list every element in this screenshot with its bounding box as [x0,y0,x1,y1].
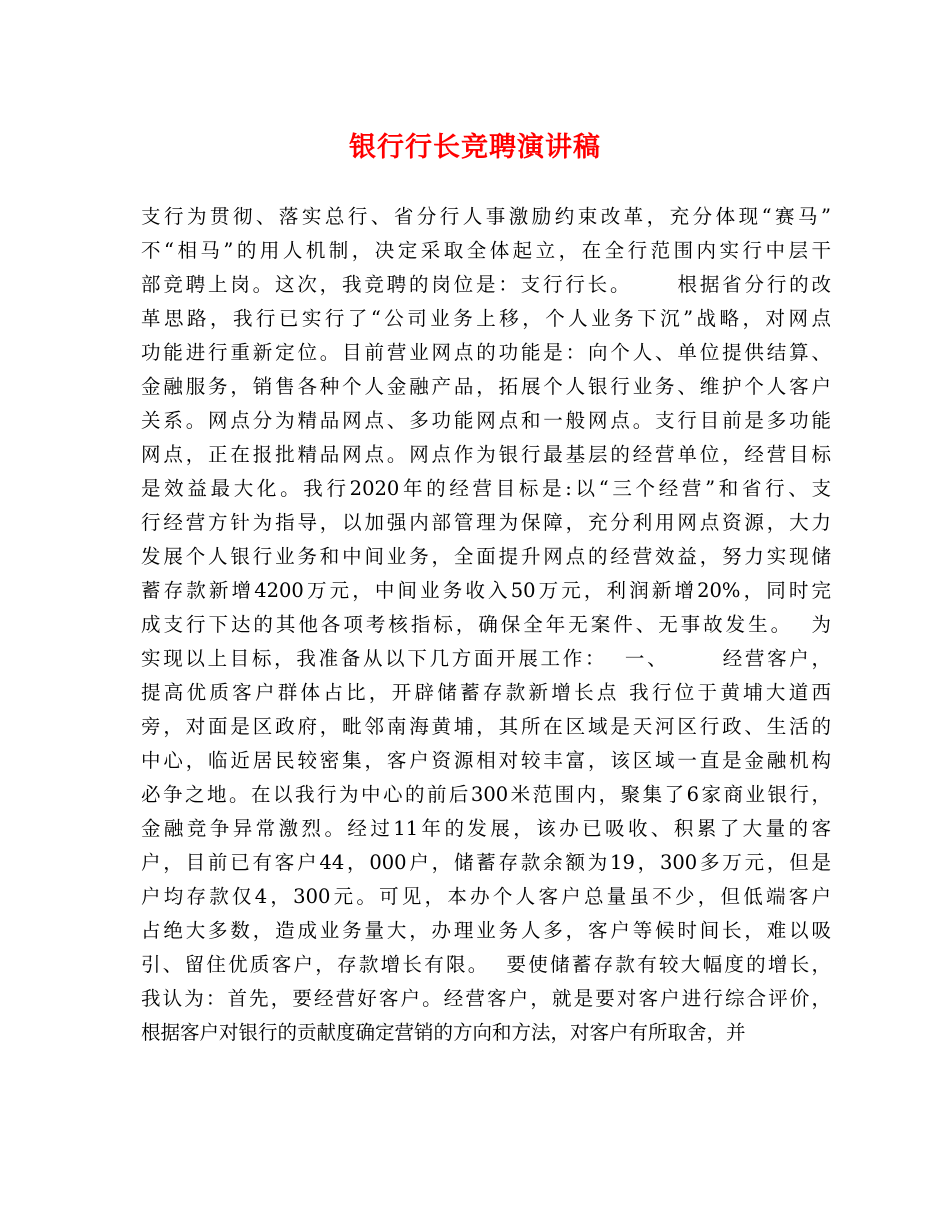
body-line: 户，目前已有客户44，000户，储蓄存款余额为19，300多万元，但是 [141,851,831,874]
body-line: 是效益最大化。我行2020年的经营目标是:以“三个经营”和省行、支 [141,477,831,500]
body-line: 金融竞争异常激烈。经过11年的发展，该办已吸收、积累了大量的客 [141,817,831,840]
body-line: 必争之地。在以我行为中心的前后300米范围内，聚集了6家商业银行， [141,783,831,806]
body-line: 行经营方针为指导，以加强内部管理为保障，充分利用网点资源，大力 [141,511,831,534]
body-line: 引、留住优质客户，存款增长有限。 要使储蓄存款有较大幅度的增长， [141,953,831,976]
body-line: 革思路，我行已实行了“公司业务上移，个人业务下沉”战略，对网点 [141,307,831,330]
body-line: 关系。网点分为精品网点、多功能网点和一般网点。支行目前是多功能 [141,409,831,432]
body-line: 占绝大多数，造成业务量大，办理业务人多，客户等候时间长，难以吸 [141,919,831,942]
body-line: 金融服务，销售各种个人金融产品，拓展个人银行业务、维护个人客户 [141,375,831,398]
body-line: 支行为贯彻、落实总行、省分行人事激励约束改革，充分体现“赛马” [141,205,831,228]
body-line: 根据客户对银行的贡献度确定营销的方向和方法，对客户有所取舍，并 [141,1021,746,1044]
body-line: 提高优质客户群体占比，开辟储蓄存款新增长点 我行位于黄埔大道西 [141,681,831,704]
body-line: 户均存款仅4，300元。可见，本办个人客户总量虽不少，但低端客户 [141,885,831,908]
body-line: 实现以上目标，我准备从以下几方面开展工作： 一、 经营客户， [141,647,831,670]
body-line: 功能进行重新定位。目前营业网点的功能是：向个人、单位提供结算、 [141,341,831,364]
body-line: 成支行下达的其他各项考核指标，确保全年无案件、无事故发生。 为 [141,613,831,636]
body-line: 旁，对面是区政府，毗邻南海黄埔，其所在区域是天河区行政、生活的 [141,715,831,738]
body-line: 中心，临近居民较密集，客户资源相对较丰富，该区域一直是金融机构 [141,749,831,772]
body-line: 蓄存款新增4200万元，中间业务收入50万元，利润新增20%，同时完 [141,579,831,602]
document-body [141,200,831,1050]
body-line: 网点，正在报批精品网点。网点作为银行最基层的经营单位，经营目标 [141,443,831,466]
body-line: 发展个人银行业务和中间业务，全面提升网点的经营效益，努力实现储 [141,545,831,568]
document-title: 银行行长竞聘演讲稿 [349,132,601,163]
body-line: 我认为：首先，要经营好客户。经营客户，就是要对客户进行综合评价， [141,987,831,1010]
body-line: 不“相马”的用人机制，决定采取全体起立，在全行范围内实行中层干 [141,239,831,262]
body-line: 部竞聘上岗。这次，我竞聘的岗位是：支行行长。 根据省分行的改 [141,273,831,296]
